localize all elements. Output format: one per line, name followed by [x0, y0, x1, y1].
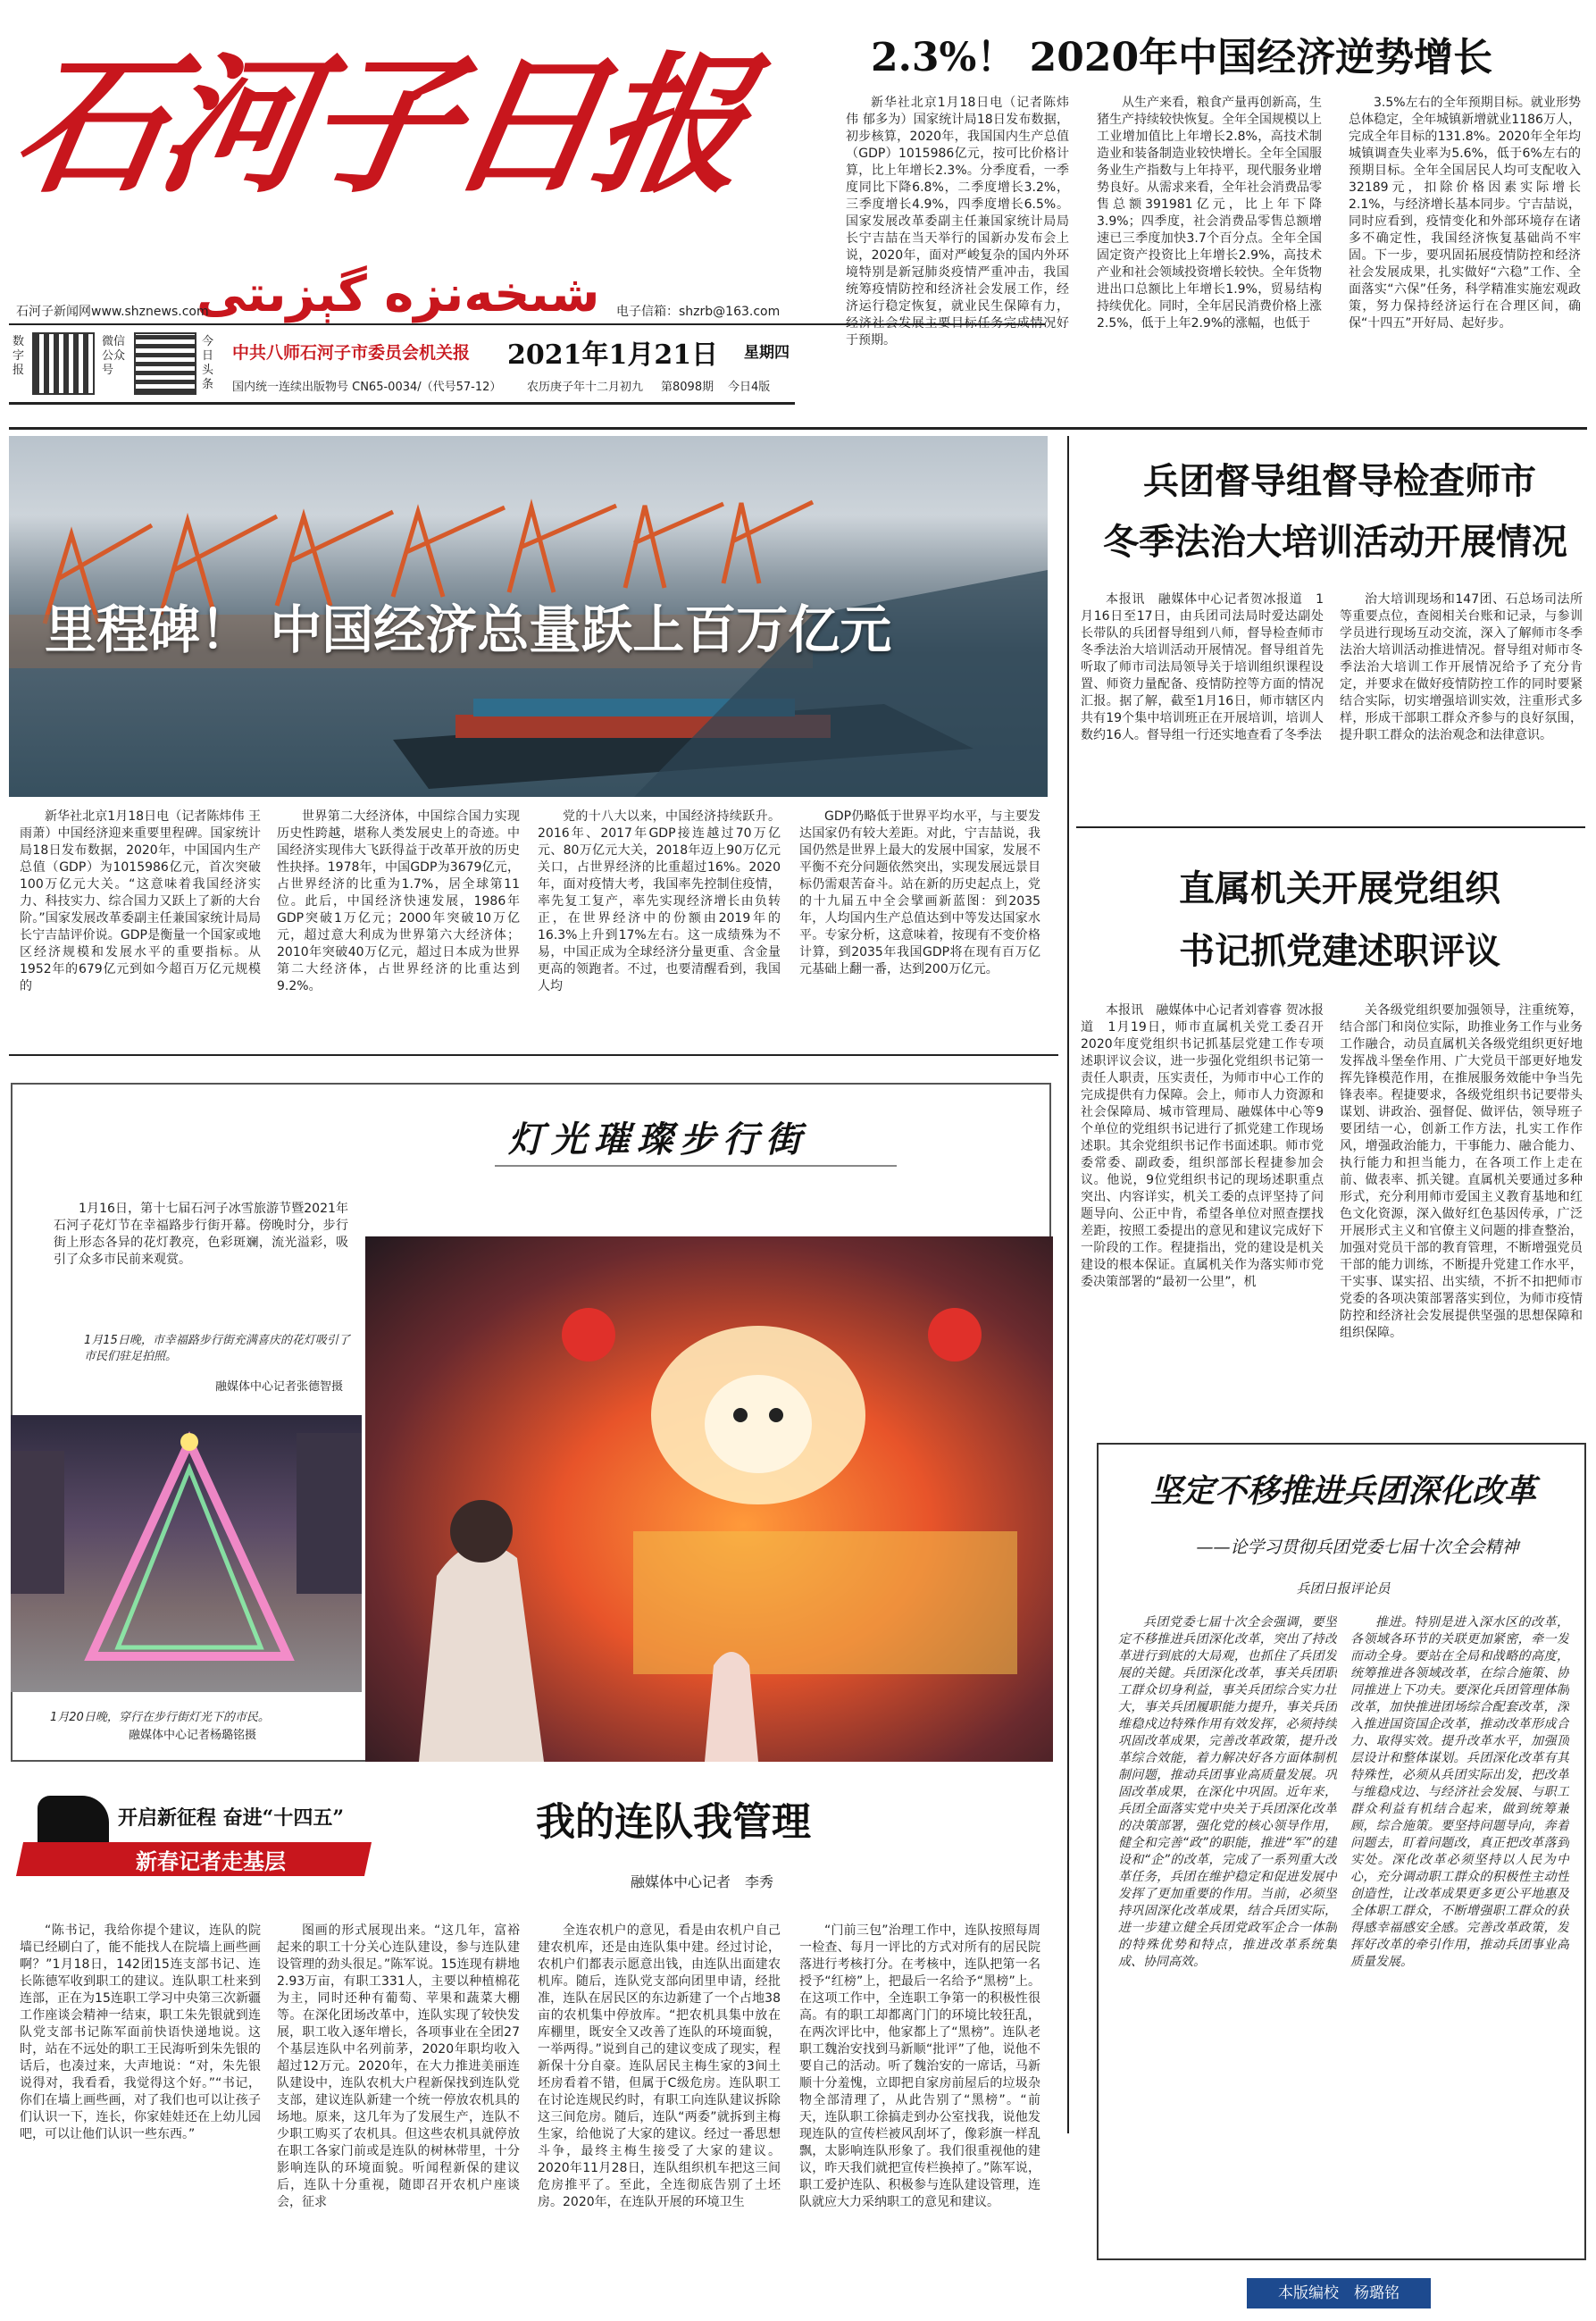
sheep-eye-left: [733, 1408, 748, 1422]
main-story-text2: 世界第二大经济体，中国综合国力实现历史性跨越，堪称人类发展史上的奇迹。中国经济实现伟大飞跃得益于改革开放的历史性抉择。1978年，中国GDP为3679亿元，占世界经济的比重为1.7%，居全球第11位。此后，中国经济快速发展，1986年GDP突破1万亿元；2000年突破10万亿元，超过意大利成为世界第六大经济体；2010年突破40万亿元，超过日本成为世界第二大经济体，占世界经济的比重达到9.2%。: [277, 809, 520, 993]
photo-caption-1: 1月15日晚，市幸福路步行街充满喜庆的花灯吸引了市民们驻足拍照。: [84, 1334, 350, 1363]
banner-line-2: 新春记者走基层: [136, 1849, 286, 1874]
lights-tree-photo[interactable]: [11, 1415, 362, 1692]
party-headline-2[interactable]: 书记抓党建述职评议: [1179, 930, 1500, 972]
top-story-col3: [1349, 95, 1581, 421]
party-col1: [1081, 1002, 1324, 1422]
qr-label-toutiao: 今日头条: [202, 335, 214, 391]
lantern-street-photo[interactable]: [365, 1236, 1053, 1762]
lantern-intro: [54, 1201, 348, 1308]
vertical-column-rule: [1067, 436, 1069, 2133]
company-col4: [799, 1923, 1040, 2316]
commentary-text2: 推进。特别是进入深水区的改革，各领域各环节的关联更加紧密，牵一发而动全身。要站在全局和战略的高度，统筹推进各领域改革，在综合施策、协同推进上下功夫。要深化兵团管理体制改革，加快推进团场综合配套改革，深入推进国资国企改革，推动改革形成合力、取得实效。提升改革水平，加强顶层设计和整体谋划。兵团深化改革有其特殊性，必须从兵团实际出发，把改革与维稳戍边、与经济社会发展、与职工群众利益有机结合起来，做到统筹兼顾，综合施策。要坚持问题导向，奔着问题去，盯着问题改，真正把改革落到实处。深化改革必须坚持以人民为中心，充分调动职工群众的积极性主动性创造性，让改革成果更多更公平地惠及全体职工群众，不断增强职工群众的获得感幸福感安全感。完善改革政策，发挥好改革的牵引作用，推动兵团事业高质量发展。: [1350, 1615, 1569, 1969]
column-banner[interactable]: [11, 1787, 386, 1885]
qr-label-wechat: 微信公众号: [102, 335, 126, 377]
light-tree-illustration: [11, 1415, 362, 1692]
commentary-text1: 兵团党委七届十次全会强调，要坚定不移推进兵团深化改革，突出了持改革进行到底的大局观，也抓住了兵团发展的关键。兵团深化改革，事关兵团职工群众切身利益，事关兵团综合实力壮大，事关兵团履职能力提升，事关兵团维稳戍边特殊作用有效发挥，必须持续巩固改革成果，完善改革政策，提升改革综合效能，着力解决好各方面体制机制问题，推动兵团事业高质量发展。巩固改革成果，在深化中巩固。近年来，兵团全面落实党中央关于兵团深化改革的决策部署，强化党的核心领导作用，健全和完善“政”的职能，推进“军”的建设和“企”的改革，完成了一系列重大改革任务，兵团在维护稳定和促进发展中发挥了更加重要的作用。当前，必须坚持巩固深化改革成果，结合兵团实际，进一步建立健全兵团党政军企合一体制的特殊优势和特点，推进改革系统集成、协同高效。: [1118, 1615, 1337, 1969]
company-text2: 图画的形式展现出来。“这几年，富裕起来的职工十分关心连队建设，参与连队建设管理的劲头很足。”陈军说。15连现有耕地2.93万亩，有职工331人，主要以种植棉花为主，同时还种有葡萄、苹果和蔬菜大棚等。在深化团场改革中，连队实现了较快发展，职工收入逐年增长，各项事业在全团27个基层连队中名列前茅，2020年职均收入超过12万元。2020年，在大力推进美丽连队建设中，连队农机大户程新保找到连队党支部，建议连队新建一个统一停放农机具的场地。原来，这几年为了发展生产，连队不少职工购买了农机具。但这些农机具就停放在职工各家门前或是连队的树林带里，十分影响连队的环境面貌。听闻程新保的建议后，连队十分重视，随即召开农机户座谈会，征求: [277, 1923, 520, 2209]
issue-number: 第8098期: [661, 381, 714, 394]
lantern-feature: [11, 1083, 1051, 1762]
top-section-rule: [9, 427, 1587, 430]
sheep-eye-right: [769, 1408, 783, 1422]
main-story-col2: [277, 809, 520, 1041]
lantern-intro-text: 1月16日，第十七届石河子冰雪旅游节暨2021年石河子花灯节在幸福路步行街开幕。傍晚时分，步行街上形态各异的花灯教亮，色彩斑斓，流光溢彩，吸引了众多市民前来观赏。: [54, 1202, 348, 1267]
commentary-title[interactable]: 坚定不移推进兵团深化改革: [1149, 1472, 1536, 1510]
top-story-headline[interactable]: 2.3%！ 2020年中国经济逆势增长: [871, 35, 1493, 80]
qr-label-digital: 数字报: [13, 335, 25, 377]
photo-credit-2: 融媒体中心记者杨璐铭摄: [129, 1729, 257, 1742]
woman-silhouette: [419, 1544, 544, 1762]
company-byline: 融媒体中心记者 李秀: [631, 1873, 774, 1890]
inspection-col1: [1081, 591, 1324, 815]
weekday: 星期四: [744, 344, 790, 362]
newspaper-logo[interactable]: [2, 36, 757, 214]
red-lantern-2: [928, 1308, 982, 1362]
issn: 国内统一连续出版物号 CN65-0034/（代号57-12）: [232, 381, 502, 394]
inspection-col2: [1340, 591, 1583, 815]
company-col1: [20, 1923, 261, 2316]
party-headline-1[interactable]: 直属机关开展党组织: [1179, 867, 1500, 909]
commentary-byline: 兵团日报评论员: [1296, 1580, 1391, 1596]
main-story-col3: [538, 809, 781, 1041]
masthead-bottom-rule: [9, 402, 795, 405]
email[interactable]: 电子信箱：shzrb@163.com: [616, 305, 781, 319]
commentary-col2: [1350, 1614, 1569, 2249]
lantern-title-underline: [495, 1165, 897, 1167]
building-right: [297, 1433, 362, 1594]
main-story-col1: [20, 809, 261, 1041]
party-text1: 本报讯 融媒体中心记者刘睿睿 贺冰报道 1月19日，师市直属机关党工委召开2020年度党组织书记抓基层党建工作专项述职评议会议，进一步强化党组织书记第一责任人职责，压实责任，为师市中心工作的完成提供有力保障。会上，师市人力资源和社会保障局、城市管理局、融媒体中心等9个单位的党组织书记进行了抓党建工作现场述职。其余党组织书记作书面述职。师市党委常委、副政委，组织部部长程捷参加会议。他说，9位党组织书记的现场述职重点突出、内容详实，机关工委的点评坚持了问题导向、公正中肯，希望各单位对照查摆找差距，按照工委提出的意见和建议完成好下一阶段的工作。程捷指出，党的建设是机关建设的根本保证。直属机关作为落实师市党委决策部署的“最初一公里”，机: [1081, 1003, 1324, 1289]
page-count: 今日4版: [728, 381, 771, 394]
qr-code-digital[interactable]: [32, 332, 95, 395]
building-left: [11, 1451, 64, 1594]
company-col3: [538, 1923, 781, 2316]
port-photo[interactable]: [9, 436, 1048, 797]
lantern-illustration: [365, 1236, 1053, 1762]
photo-credit-1: 融媒体中心记者张德智摄: [214, 1380, 343, 1394]
lunar-date: 农历庚子年十二月初九: [527, 381, 644, 394]
sheep-face: [705, 1375, 812, 1473]
website[interactable]: 石河子新闻网www.shznews.com: [16, 305, 209, 319]
company-text4: “门前三包”治理工作中，连队按照每周一检查、每月一评比的方式对所有的居民院落进行考核打分。在考核中，连队把第一名授予“红榜”上，把最后一名给予“黑榜”上。在这项工作中，全连职工争第一的积极性很高。有的职工却都离门门的环境比较狂乱，在两次评比中，他家都上了“黑榜”。连队老职工魏治安找到马新顺“批评”了他，说他不要自己的活动。听了魏治安的一席话，马新顺十分羞愧，立即把自家房前屋后的垃圾杂物全部清理了，从此告别了“黑榜”。“前天，连队职工徐搞走到办公室找我，说他发现连队的宣传栏被风刮坏了，像彩旗一样乱飘，太影响连队形象了。我们很重视他的建议，昨天我们就把宣传栏换掉了。”陈军说，职工爱护连队、积极参与连队建设管理，连队就应大力采纳职工的意见和建议。: [799, 1923, 1040, 2209]
party-col2: [1340, 1002, 1583, 1422]
inspection-text1: 本报讯 融媒体中心记者贺冰报道 1月16日至17日，由兵团司法局时爱达副处长带队的兵团督导组到八师，督导检查师市冬季法治大培训活动开展情况。督导组首先听取了师市司法局领导关于培训组织课程设置、师资力量配备、疫情防控等方面的情况汇报。据了解，截至1月16日，师市辖区内共有19个集中培训班正在开展培训，培训人数约16人。督导组一行还实地查看了冬季法: [1081, 592, 1324, 742]
date: 2021年1月21日: [507, 339, 719, 371]
company-col2: [277, 1923, 520, 2316]
sponsor: 中共八师石河子市委员会机关报: [232, 343, 471, 363]
woman-head: [450, 1500, 513, 1563]
flower-lanterns: [633, 1531, 1017, 1674]
company-headline[interactable]: 我的连队我管理: [536, 1799, 811, 1845]
main-bottom-rule: [9, 1054, 1058, 1056]
commentary-col1: [1118, 1614, 1337, 2249]
main-story-text4: GDP仍略低于世界平均水平，与主要发达国家仍有较大差距。对此，宁吉喆说，我国仍然是世界上最大的发展中国家，发展不平衡不充分问题依然突出，实现发展远景目标仍需艰苦奋斗。站在新的历史起点上，党的十九届五中全会擘画新蓝图：到2035年，人均国内生产总值达到中等发达国家水平。专家分析，这意味着，按现有不变价格计算，到2035年我国GDP将在现有百万亿元基础上翻一番，达到200万亿元。: [799, 809, 1040, 976]
commentary-box: [1097, 1443, 1586, 2260]
top-story-text3: 3.5%左右的全年预期目标。就业形势总体稳定，全年城镇新增就业1186万人，完成全年目标的131.8%。2020年全年均城镇调查失业率为5.6%，低于6%左右的预期目标。全年全国居民人均可支配收入32189元，扣除价格因素实际增长2.1%，与经济增长基本同步。宁吉喆说，同时应看到，疫情变化和外部环境存在诸多不确定性，我国经济恢复基础尚不牢固。下一步，要巩固拓展疫情防控和经济社会发展成果，扎实做好“六稳”工作、全面落实“六保”任务，科学精准实施宏观政策，努力保持经济运行在合理区间，确保“十四五”开好局、起好步。: [1349, 96, 1581, 331]
inspection-text2: 治大培训现场和147团、石总场司法所等重要点位，查阅相关台账和记录，与参训学员进行现场互动交流，深入了解师市冬季法治大培训活动推进情况。督导组对师市冬季法治大培训工作开展情况给予了充分肯定，并要求在做好疫情防控工作的同时要紧结合实际，切实增强培训实效，注重形式多样，形成干部职工群众齐参与的良好氛围，提升职工群众的法治观念和法律意识。: [1340, 592, 1583, 742]
lantern-title[interactable]: 灯光璀璨步行街: [508, 1119, 808, 1160]
camera-person-icon: [38, 1796, 109, 1849]
light-tree-star: [180, 1433, 198, 1451]
top-story-col2: [1097, 95, 1322, 421]
qr-code-wechat[interactable]: [134, 332, 196, 395]
red-lantern-1: [562, 1308, 615, 1362]
editor-credit-text: 本版编校 杨璐铭: [1278, 2284, 1400, 2302]
company-text1: “陈书记，我给你提个建议，连队的院墙已经刷白了，能不能找人在院墙上画些画啊？”1月18日，142团15连支部书记、连长陈德军收到职工的建议。连队职工杜来到连部，正在为15连职工学习中央第三次新疆工作座谈会精神一结束，职工朱先银就到连队党支部书记陈军面前快语快递地说。这时，站在不远处的职工王民海听到朱先银的话后，也凑过来，大声地说：“对，朱先银说得对，我看看，我觉得这个好。”“书记，你们在墙上画些画，对了我们也可以让孩子们认识一下，连长，你家娃娃还在上幼儿园吧，可以让他们认识一些东西。”: [20, 1923, 261, 2141]
party-text2: 关各级党组织要加强领导，注重统筹，结合部门和岗位实际，助推业务工作与业务工作融合，动员直属机关各级党组织更好地发挥战斗堡垒作用、广大党员干部更好地发挥先锋模范作用，在推展服务效能中争当先锋表率。程捷要求，各级党组织书记要带头谋划、讲政治、强督促、做评估，领导班子要团结一心，创新工作方法，扎实工作作风，增强政治能力，干事能力、融合能力、执行能力和担当能力，在各项工作上走在前、做表率、抓关键。直属机关要通过多种形式，充分利用师市爱国主义教育基地和红色文化资源，深入做好红色基因传承，广泛开展形式主义和官僚主义问题的排查整治，加强对党员干部的教育管理，不断增强党员干部的能力训练，不断提升党建工作水平，干实事、谋实招、出实绩，不折不扣把师市党委的各项决策部署落实到位，为师市疫情防控和经济社会发展提供坚强的思想保障和组织保障。: [1340, 1003, 1583, 1340]
top-story-text2: 从生产来看，粮食产量再创新高，生猪生产持续较快恢复。全年全国规模以上工业增加值比上年增长2.8%，高技术制造业和装备制造业较快增长。全年全国服务业生产指数与上年持平，现代服务业增势良好。从需求来看，全年社会消费品零售总额391981亿元，比上年下降3.9%；四季度，社会消费品零售总额增速已三季度加快3.7个百分点。全年全国固定资产投资比上年增长2.9%，高技术产业和社会领域投资增长较快。全年货物进出口总额比上年增长1.9%，贸易结构持续优化。同时，全年居民消费价格上涨2.5%，低于上年2.9%的涨幅，也低于: [1097, 96, 1322, 331]
top-story-col1: [846, 95, 1069, 421]
logo-text: 石河子日报: [2, 37, 757, 214]
main-story-text1: 新华社北京1月18日电（记者陈炜伟 王雨萧）中国经济迎来重要里程碑。国家统计局18日发布数据，2020年，中国国内生产总值（GDP）为1015986亿元，首次突破100万亿元大关。“这意味着我国经济实力、科技实力、综合国力又跃上了新的大台阶。”国家发展改革委副主任兼国家统计局局长宁吉喆评价说。GDP是衡量一个国家或地区经济规模和发展水平的重要指标。从1952年的679亿元到如今超百万亿元规模的: [20, 809, 261, 993]
uyghur-title: شىخەنزە گېزىتى: [196, 265, 600, 323]
main-story-col4: [799, 809, 1040, 1041]
editor-credit: [1247, 2278, 1431, 2308]
inspection-headline-2[interactable]: 冬季法治大培训活动开展情况: [1103, 521, 1567, 563]
top-story-text1: 新华社北京1月18日电（记者陈炜伟 郁多为）国家统计局18日发布数据，初步核算，2020年，我国国内生产总值（GDP）1015986亿元，按可比价格计算，比上年增长2.3%。分季度看，一季度同比下降6.8%，二季度增长3.2%，三季度增长4.9%，四季度增长6.5%。国家发展改革委副主任兼国家统计局局长宁吉喆在当天举行的国新办发布会上说，2020年，面对严峻复杂的国内外环境特别是新冠肺炎疫情严重冲击，我国统筹疫情防控和经济社会发展工作，经济运行稳定恢复，就业民生保障有力，经济社会发展主要目标任务完成情况好于预期。: [846, 96, 1069, 348]
right-story-rule: [1076, 826, 1585, 828]
main-story-text3: 党的十八大以来，中国经济持续跃升。2016年、2017年GDP接连越过70万亿元、80万亿元大关，2018年迈上90万亿元关口，占世界经济的比重超过16%。2020年，面对疫情大考，我国率先控制住疫情，率先复工复产，率先实现经济增长由负转正，在世界经济中的份额由2019年的16.3%上升到17%左右。这一成绩殊为不易，中国正成为全球经济分量更重、含金量更高的领跑者。不过，也要清醒看到，我国人均: [538, 809, 781, 993]
banner-line-1: 开启新征程 奋进“十四五”: [118, 1806, 344, 1830]
photo-caption-2: 1月20日晚，穿行在步行街灯光下的市民。: [50, 1711, 270, 1724]
company-text3: 全连农机户的意见，看是由农机户自己建农机库，还是由连队集中建。经过讨论，农机户们都表示愿意出钱，由连队出面建农机库。随后，连队党支部向团里申请，经批准，连队在居民区的东边新建了一个占地38亩的农机集中停放库。“把农机具集中放在库棚里，既安全又改善了连队的环境面貌，一举两得。”说到自己的建议变成了现实，程新保十分自豪。连队居民主梅生家的3间土坯房看着不错，但属于C级危房。连队职工在讨论连规民约时，有职工向连队建议拆除这三间危房。随后，连队“两委”就拆到主梅生家，给他说了大家的建议。经过一番思想斗争，最终主梅生接受了大家的建议。2020年11月28日，连队组织机车把这三间危房推平了。至此，全连彻底告别了土坯房。2020年，在连队开展的环境卫生: [538, 1923, 781, 2209]
inspection-headline-1[interactable]: 兵团督导组督导检查师市: [1143, 460, 1536, 502]
main-headline[interactable]: 里程碑！ 中国经济总量跃上百万亿元: [45, 599, 892, 660]
commentary-subtitle: ——论学习贯彻兵团党委七届十次全会精神: [1196, 1538, 1519, 1557]
